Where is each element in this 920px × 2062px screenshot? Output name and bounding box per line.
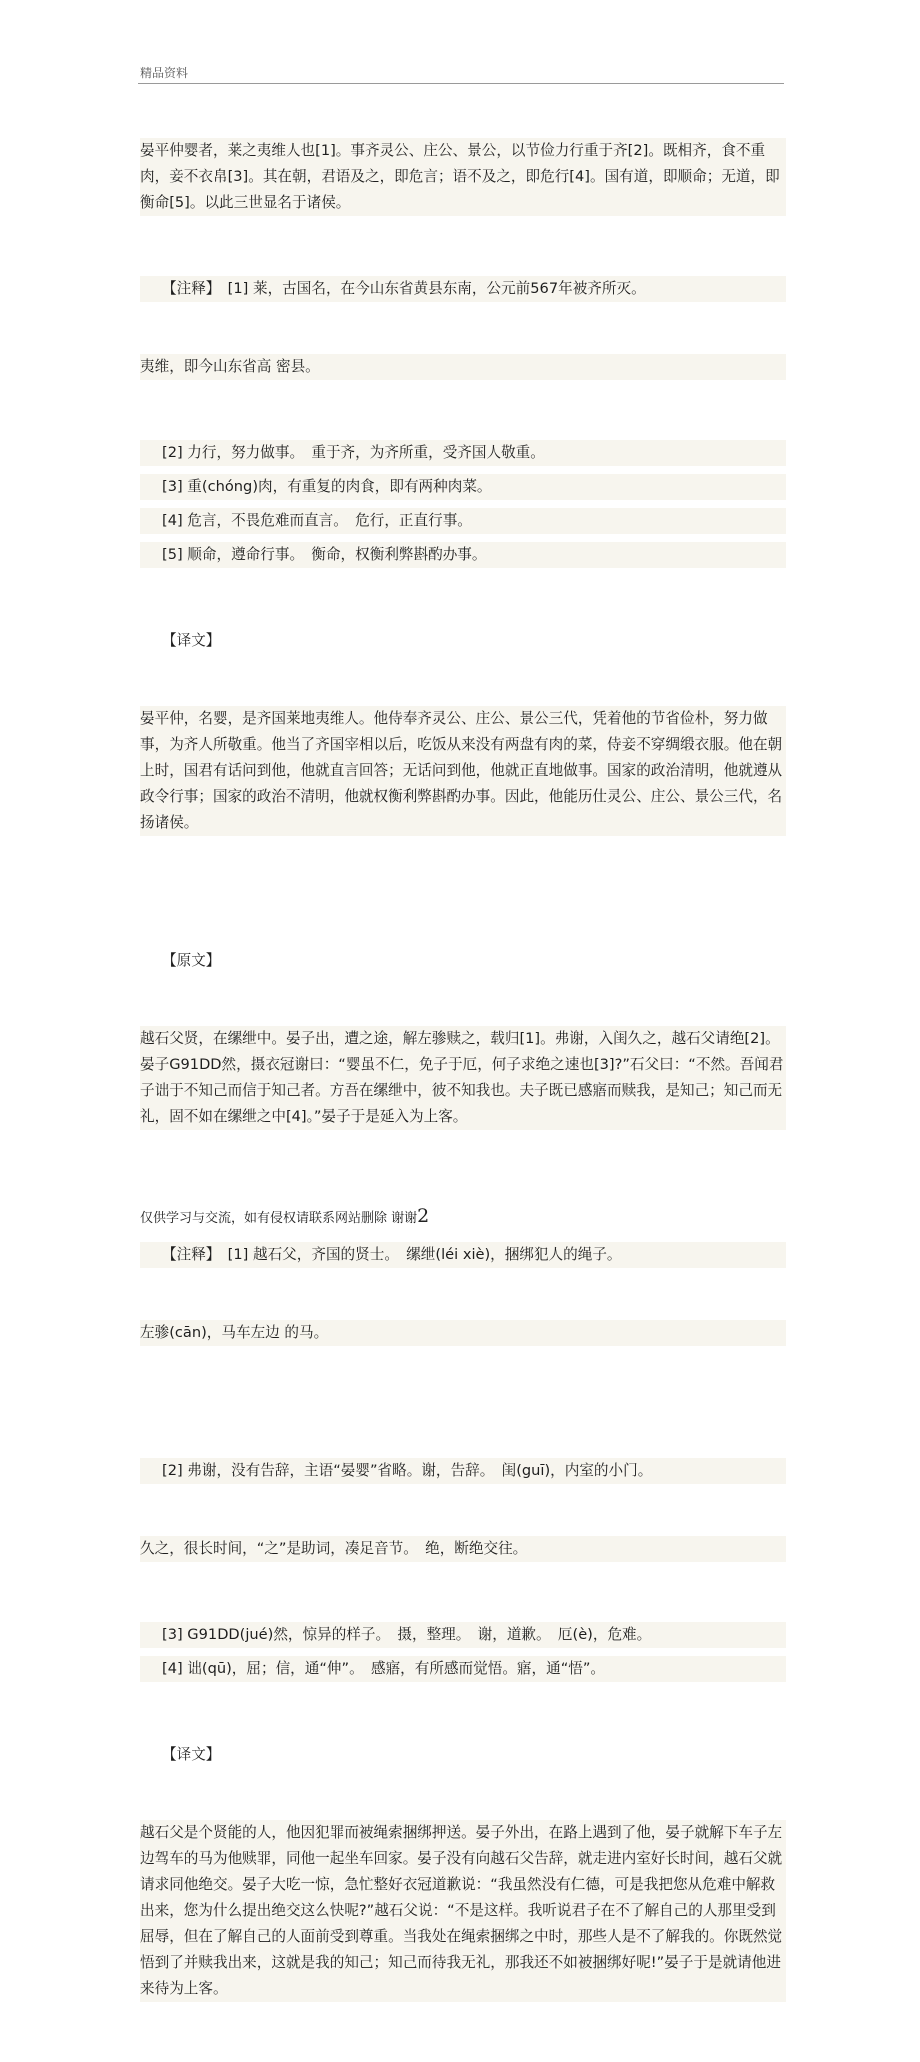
- document-body: [140, 138, 786, 2062]
- note-line: 左骖(cān)，马车左边 的马。: [140, 1320, 786, 1346]
- original-block-2: [140, 896, 786, 1182]
- note-line: 【注释】 [1] 莱，古国名，在今山东省黄县东南，公元前567年被齐所灭。: [140, 276, 786, 302]
- header-divider: [138, 83, 784, 84]
- note-line: [2] 弗谢，没有告辞，主语“晏婴”省略。谢，告辞。 闺(guī)，内室的小门。: [140, 1458, 786, 1484]
- original-label: 【原文】: [162, 952, 221, 969]
- footer-notice: 仅供学习与交流，如有侵权请联系网站删除 谢谢: [140, 1211, 418, 1226]
- note-1-2: [2] 力行，努力做事。 重于齐，为齐所重，受齐国人敬重。: [140, 440, 786, 466]
- note-line: 夷维，即今山东省高 密县。: [140, 354, 786, 380]
- note-2-4: [4] 诎(qū)，屈；信，通“伸”。 感寤，有所感而觉悟。寤，通“悟”。: [140, 1656, 786, 1682]
- translation-block-2: [140, 1690, 786, 2054]
- note-1-5: [5] 顺命，遵命行事。 衡命，权衡利弊斟酌办事。: [140, 542, 786, 568]
- translation-text: 越石父是个贤能的人，他因犯罪而被绳索捆绑押送。晏子外出，在路上遇到了他，晏子就解下车子左边驾车的马为他赎罪，同他一起坐车回家。晏子没有向越石父告辞，就走进内室好长时间，越石父就请求同他绝交。晏子大吃一惊，急忙整好衣冠道歉说：“我虽然没有仁德，可是我把您从危难中解救出来，您为什么提出绝交这么快呢?”越石父说：“不是这样。我听说君子在不了解自己的人那里受到屈辱，但在了解自己的人面前受到尊重。当我处在绳索捆绑之中时，那些人是不了解我的。你既然觉悟到了并赎我出来，这就是我的知己；知己而待我无礼，那我还不如被捆绑好呢!”晏子于是就请他进来待为上客。: [140, 1820, 786, 2002]
- page-footer: [140, 1205, 429, 1227]
- note-1-3: [3] 重(chóng)肉，有重复的肉食，即有两种肉菜。: [140, 474, 786, 500]
- note-line: 久之，很长时间，“之”是助词，凑足音节。 绝，断绝交往。: [140, 1536, 786, 1562]
- page-number: 2: [417, 1205, 430, 1227]
- note-block-2-2: [140, 1406, 786, 1614]
- note-1-4: [4] 危言，不畏危难而直言。 危行，正直行事。: [140, 508, 786, 534]
- translation-text: 晏平仲，名婴，是齐国莱地夷维人。他侍奉齐灵公、庄公、景公三代，凭着他的节省俭朴，努力做事，为齐人所敬重。他当了齐国宰相以后，吃饭从来没有两盘有肉的菜，侍妾不穿绸缎衣服。他在朝上时，国君有话问到他，他就直言回答；无话问到他，他就正直地做事。国家的政治清明，他就遵从政令行事；国家的政治不清明，他就权衡利弊斟酌办事。因此，他能历仕灵公、庄公、景公三代，名扬诸侯。: [140, 706, 786, 836]
- translation-label: 【译文】: [162, 1746, 221, 1763]
- page-header: 精品资料: [140, 66, 189, 80]
- note-line: 【注释】 [1] 越石父，齐国的贤士。 缧绁(léi xiè)，捆绑犯人的绳子。: [140, 1242, 786, 1268]
- original-text-1: 晏平仲婴者，莱之夷维人也[1]。事齐灵公、庄公、景公，以节俭力行重于齐[2]。既相齐，食不重肉，妾不衣帛[3]。其在朝，君语及之，即危言；语不及之，即危行[4]。国有道，即顺命；无道，即衡命[5]。以此三世显名于诸侯。: [140, 138, 786, 216]
- note-block-1-1: [140, 224, 786, 432]
- note-2-3: [3] G91DD(jué)然，惊异的样子。 摄，整理。 谢，道歉。 厄(è)，危难。: [140, 1622, 786, 1648]
- translation-label: 【译文】: [162, 632, 221, 649]
- translation-block-1: [140, 576, 786, 888]
- original-text: 越石父贤，在缧绁中。晏子出，遭之途，解左骖赎之，载归[1]。弗谢，入闺久之，越石父请绝[2]。晏子G91DD然，摄衣冠谢曰：“婴虽不仁，免子于厄，何子求绝之速也[3]?”石父曰：“不然。吾闻君子诎于不知己而信于知己者。方吾在缧绁中，彼不知我也。夫子既已感寤而赎我，是知己；知己而无礼，固不如在缧绁之中[4]。”晏子于是延入为上客。: [140, 1026, 786, 1130]
